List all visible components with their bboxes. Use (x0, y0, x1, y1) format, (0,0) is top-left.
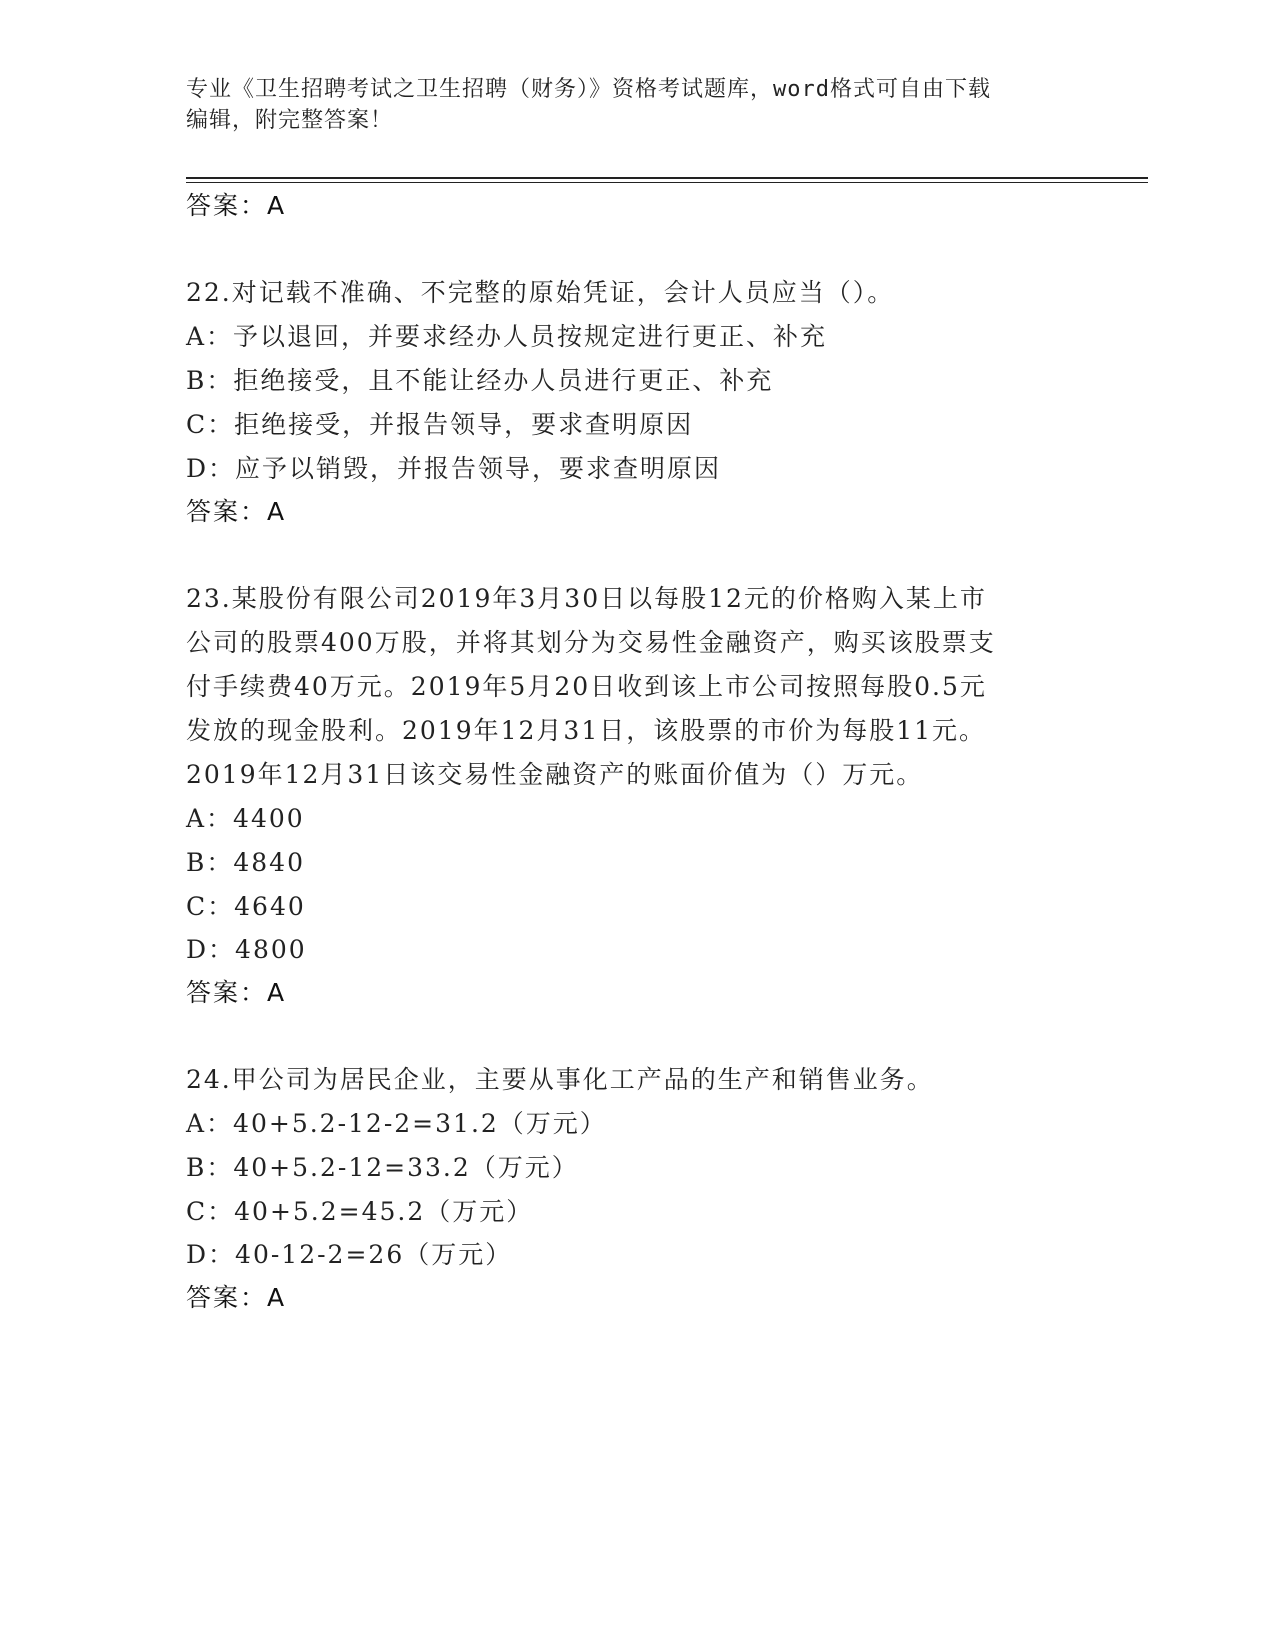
header-line-2: 编辑，附完整答案！ (186, 108, 394, 133)
question-23-stem-line-3: 付手续费40万元。2019年5月20日收到该上市公司按照每股0.5元 (186, 672, 987, 701)
question-22-option-b: B：拒绝接受，且不能让经办人员进行更正、补充 (186, 366, 774, 395)
question-22-option-a: A：予以退回，并要求经办人员按规定进行更正、补充 (186, 322, 828, 351)
question-23-stem-line-4: 发放的现金股利。2019年12月31日，该股票的市价为每股11元。 (186, 716, 987, 745)
question-23-option-d: D：4800 (186, 935, 307, 964)
header-divider-thin (186, 182, 1148, 183)
question-24-stem: 24.甲公司为居民企业，主要从事化工产品的生产和销售业务。 (186, 1065, 934, 1094)
answer-22: 答案：A (186, 497, 287, 526)
question-23-stem-line-5: 2019年12月31日该交易性金融资产的账面价值为（）万元。 (186, 760, 924, 789)
answer-21: 答案：A (186, 191, 287, 220)
answer-24: 答案：A (186, 1283, 287, 1312)
question-23-stem-line-1: 23.某股份有限公司2019年3月30日以每股12元的价格购入某上市 (186, 584, 987, 613)
question-24-option-b: B：40+5.2-12=33.2（万元） (186, 1153, 579, 1182)
question-24-option-c: C：40+5.2=45.2（万元） (186, 1197, 534, 1226)
header-line-1: 专业《卫生招聘考试之卫生招聘（财务）》资格考试题库，word格式可自由下载 (186, 77, 991, 102)
question-23-option-b: B：4840 (186, 848, 305, 877)
question-23-option-c: C：4640 (186, 892, 306, 921)
question-23-option-a: A：4400 (186, 804, 305, 833)
header-divider-thick (186, 177, 1148, 179)
question-22-stem: 22.对记载不准确、不完整的原始凭证，会计人员应当（）。 (186, 278, 895, 307)
question-22-option-d: D：应予以销毁，并报告领导，要求查明原因 (186, 454, 722, 483)
question-23-stem-line-2: 公司的股票400万股，并将其划分为交易性金融资产，购买该股票支 (186, 628, 996, 657)
document-header (186, 74, 1066, 136)
question-24-option-a: A：40+5.2-12-2=31.2（万元） (186, 1109, 607, 1138)
question-22-option-c: C：拒绝接受，并报告领导，要求查明原因 (186, 410, 694, 439)
question-24-option-d: D：40-12-2=26（万元） (186, 1240, 513, 1269)
answer-23: 答案：A (186, 978, 287, 1007)
